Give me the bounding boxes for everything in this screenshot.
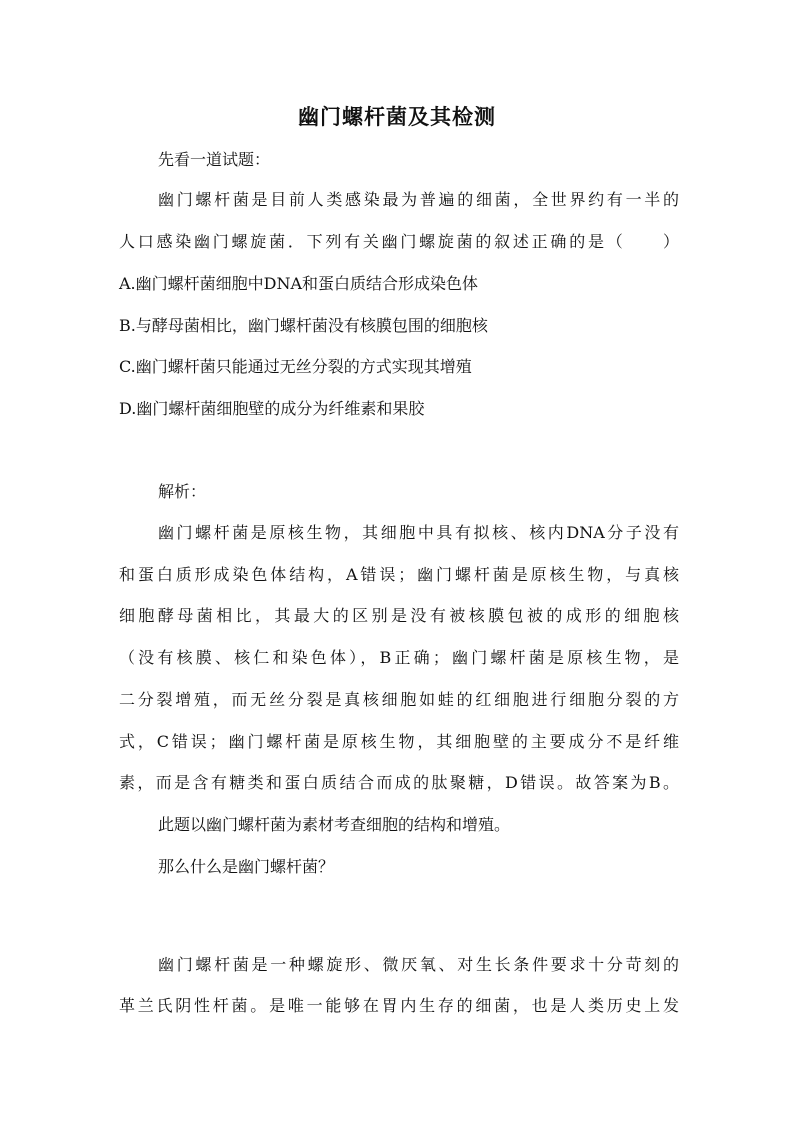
analysis-line-4: （没有核膜、核仁和染色体），B正确；幽门螺杆菌是原核生物，是 (119, 648, 679, 667)
analysis-line-6: 式，C错误；幽门螺杆菌是原核生物，其细胞壁的主要成分不是纤维 (119, 732, 679, 751)
analysis-heading: 解析： (158, 482, 207, 501)
analysis-line-7: 素，而是含有糖类和蛋白质结合而成的肽聚糖，D错误。故答案为B。 (119, 773, 679, 792)
option-c: C.幽门螺杆菌只能通过无丝分裂的方式实现其增殖 (119, 357, 472, 376)
page-title: 幽门螺杆菌及其检测 (298, 104, 496, 129)
body-line-2: 革兰氏阴性杆菌。是唯一能够在胃内生存的细菌，也是人类历史上发 (119, 996, 679, 1015)
question-stem-line-2: 人口感染幽门螺旋菌．下列有关幽门螺旋菌的叙述正确的是（ ） (119, 232, 679, 251)
option-d: D.幽门螺杆菌细胞壁的成分为纤维素和果胶 (119, 399, 425, 418)
analysis-line-1: 幽门螺杆菌是原核生物，其细胞中具有拟核、核内DNA分子没有 (158, 523, 679, 542)
option-b: B.与酵母菌相比，幽门螺杆菌没有核膜包围的细胞核 (119, 316, 488, 335)
option-a: A.幽门螺杆菌细胞中DNA和蛋白质结合形成染色体 (119, 274, 479, 293)
analysis-line-2: 和蛋白质形成染色体结构，A错误；幽门螺杆菌是原核生物，与真核 (119, 565, 679, 584)
analysis-line-3: 细胞酵母菌相比，其最大的区别是没有被核膜包被的成形的细胞核 (119, 606, 679, 625)
question-stem-line-1: 幽门螺杆菌是目前人类感染最为普遍的细菌，全世界约有一半的 (158, 190, 679, 209)
analysis-summary: 此题以幽门螺杆菌为素材考查细胞的结构和增殖。 (158, 815, 511, 834)
intro-text: 先看一道试题： (158, 150, 271, 169)
section-question: 那么什么是幽门螺杆菌？ (158, 857, 335, 876)
body-line-1: 幽门螺杆菌是一种螺旋形、微厌氧、对生长条件要求十分苛刻的 (158, 955, 679, 974)
analysis-line-5: 二分裂增殖，而无丝分裂是真核细胞如蛙的红细胞进行细胞分裂的方 (119, 690, 679, 709)
